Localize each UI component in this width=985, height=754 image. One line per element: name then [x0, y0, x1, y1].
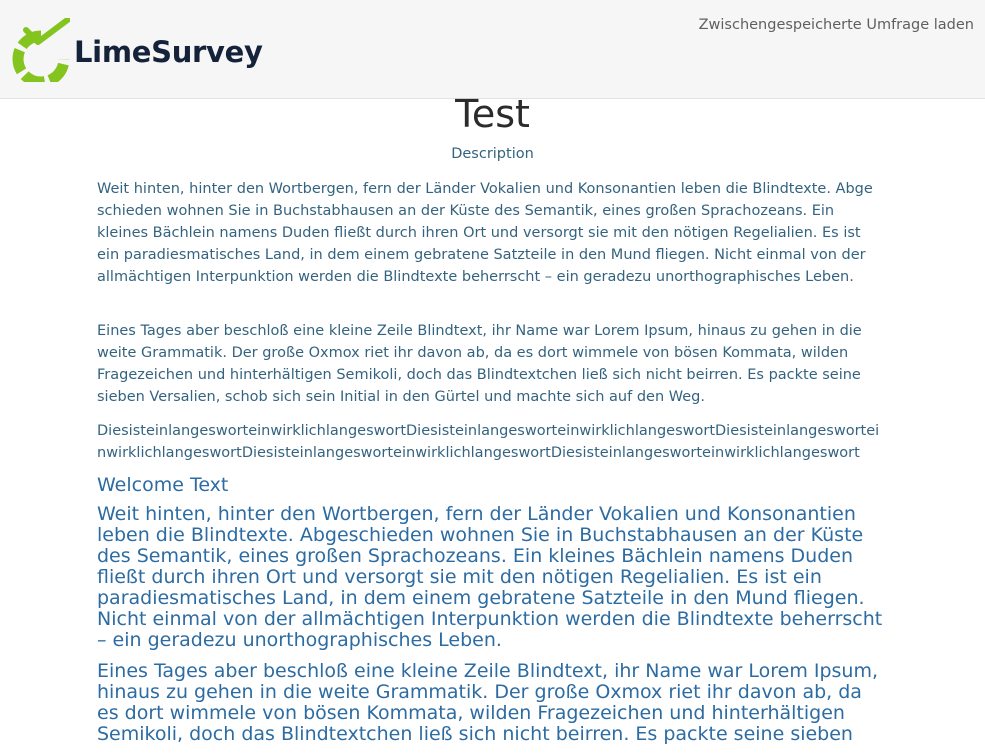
top-navbar: [0, 0, 985, 99]
survey-description: Description: [451, 146, 534, 162]
limesurvey-logo-icon: [12, 18, 70, 82]
limesurvey-logo[interactable]: [12, 18, 263, 82]
logo-wordmark: LimeSurvey: [74, 35, 263, 69]
description-paragraph-1: Weit hinten, hinter den Wortbergen, fern der Länder Vokalien und Konsonantien leben die Blindtexte. Abge schieden wohnen Sie in Buchstabhausen an der Küste des Semantik, eines großen Sprachozeans. Ein kleines Bächlein namens Duden fließt durch ihren Ort und versorgt sie mit den nötigen Regelialien. Es ist ein paradiesmatisches Land, in dem einem gebratene Satzteile in den Mund fliegen. Nicht einmal von der allmächtigen Interpunktion werden die Blindtexte beherrscht – ein geradezu unorthographisches Leben.: [97, 181, 873, 285]
load-saved-survey-link[interactable]: Zwischengespeicherte Umfrage laden: [698, 17, 974, 33]
welcome-paragraph-1: Weit hinten, hinter den Wortbergen, fern der Länder Vokalien und Konsonantien leben die Blindtexte. Abgeschieden wohnen Sie in Buchstabhausen an der Küste des Semantik, eines großen Sprachozeans. Ein kleines Bächlein namens Duden fließt durch ihren Ort und versorgt sie mit den nötigen Regelialien. Es ist ein paradiesmatisches Land, in dem einem gebratene Satzteile in den Mund fliegen. Nicht einmal von der allmächtigen Interpunktion werden die Blindtexte beherrscht – ein geradezu unorthographisches Leben.: [97, 503, 883, 651]
welcome-heading: Welcome Text: [97, 474, 229, 496]
survey-title: Test: [455, 92, 530, 136]
description-paragraph-2: Eines Tages aber beschloß eine kleine Zeile Blindtext, ihr Name war Lorem Ipsum, hinaus zu gehen in die weite Grammatik. Der große Oxmox riet ihr davon ab, da es dort wimmele von bösen Kommata, wilden Fragezeichen und hinterhältigen Semikoli, doch das Blindtextchen ließ sich nicht beirren. Es packte seine sieben Versalien, schob sich sein Initial in den Gürtel und machte sich auf den Weg.: [97, 323, 862, 405]
survey-content: [97, 178, 887, 745]
description-long-word: DiesisteinlangesworteinwirklichlangeswortDiesisteinlangesworteinwirklichlangeswortDiesisteinlangesworteinwirklichlangeswortDiesisteinlangesworteinwirklichlangeswortDiesisteinlangesworteinwirklichlangeswort: [97, 423, 880, 461]
welcome-paragraph-2: Eines Tages aber beschloß eine kleine Zeile Blindtext, ihr Name war Lorem Ipsum, hinaus zu gehen in die weite Grammatik. Der große Oxmox riet ihr davon ab, da es dort wimmele von bösen Kommata, wilden Fragezeichen und hinterhältigen Semikoli, doch das Blindtextchen ließ sich nicht beirren. Es packte seine sieben: [97, 660, 879, 745]
